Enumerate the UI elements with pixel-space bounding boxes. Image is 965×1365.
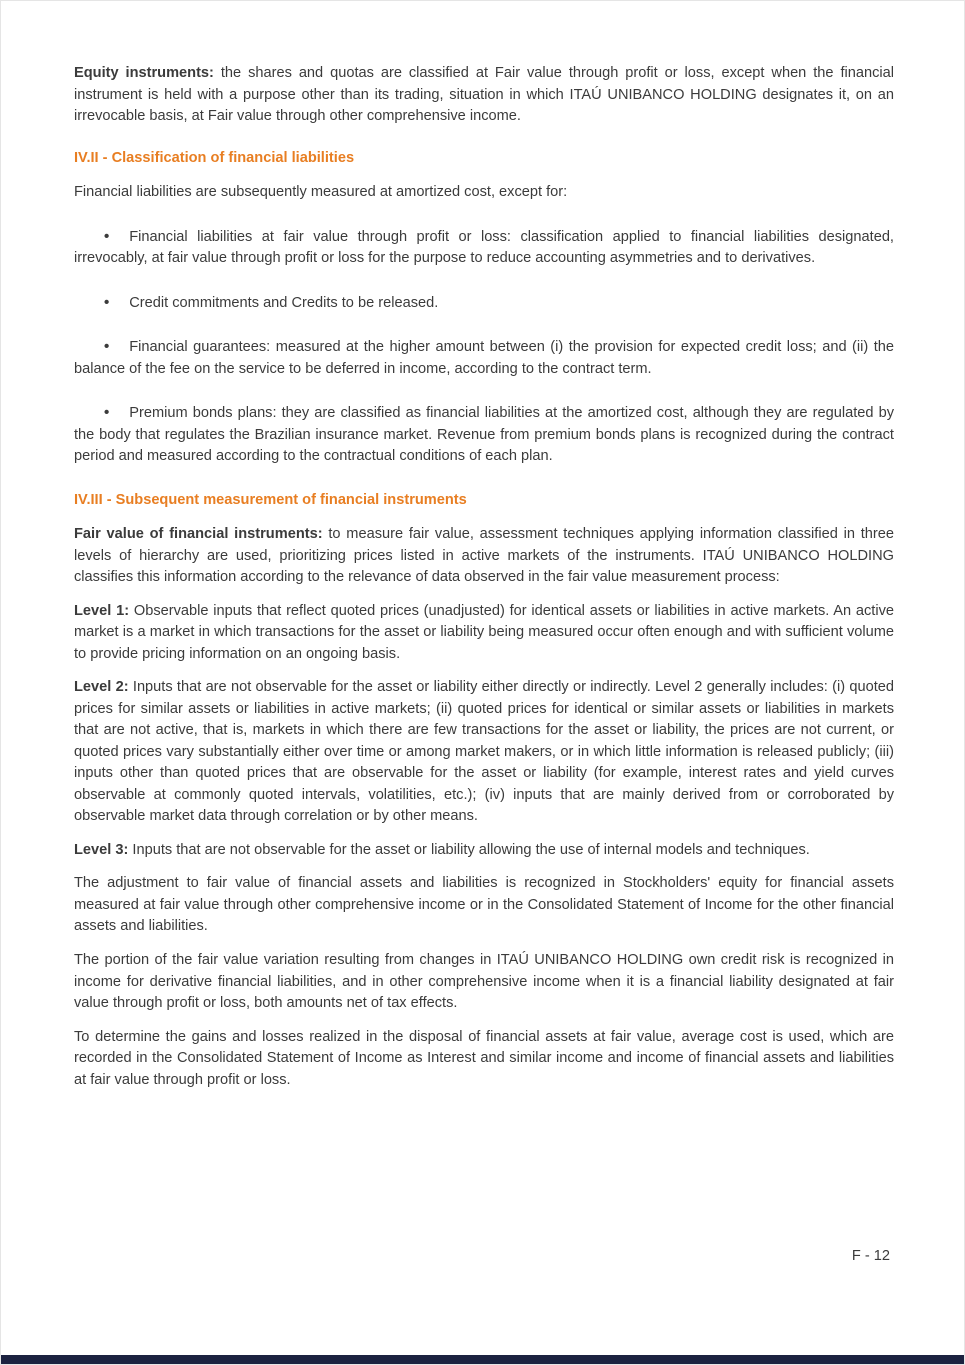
bullet-item-fvtpl-liabilities	[74, 226, 894, 270]
paragraph-fair-value-adjustment: The adjustment to fair value of financial assets and liabilities is recognized in Stockholders' equity for financial assets measured at fair value through other comprehensive income or in the Consolidated Statement of Income for the other financial assets and liabilities.	[74, 875, 894, 935]
bullet-icon	[104, 405, 109, 421]
paragraph-lead-level3: Level 3:	[74, 841, 129, 858]
paragraph-lead-level2: Level 2:	[74, 679, 129, 696]
footer-bar	[1, 1355, 964, 1364]
paragraph-level2	[74, 677, 894, 828]
bullet-text: Financial liabilities at fair value through profit or loss: classification applied to financial liabilities designated, irrevocably, at fair value through profit or loss for the purpose to reduce accounting asymmetries and to derivatives.	[74, 228, 894, 267]
bullet-item-premium-bonds	[74, 402, 894, 468]
bullet-icon	[104, 229, 109, 245]
paragraph-equity-instruments	[74, 63, 894, 128]
bullet-text: Premium bonds plans: they are classified as financial liabilities at the amortized cost, although they are regulated by the body that regulates the Brazilian insurance market. Revenue from premium bonds plans is recognized during the contract period and measured according to the contractual conditions of each plan.	[74, 405, 894, 465]
paragraph-lead-level1: Level 1:	[74, 602, 130, 619]
paragraph-text-level1: Observable inputs that reflect quoted prices (unadjusted) for identical assets or liabilities in active markets. An active market is a market in which transactions for the asset or liability being measured occur often enough and with sufficient volume to provide pricing information on an ongoing basis.	[74, 602, 894, 662]
bullet-item-financial-guarantees	[74, 336, 894, 380]
paragraph-lead-equity: Equity instruments:	[74, 65, 214, 81]
paragraph-text-level2: Inputs that are not observable for the asset or liability either directly or indirectly. Level 2 generally includes: (i) quoted prices for similar assets or liabilities in active markets; (ii) quoted prices for identical or similar assets or liabilities in markets that are not active, that is, markets in which there are few transactions for the asset or liability, the prices are not current, or quoted prices vary substantially either over time or among market makers, or in which little information is released publicly; (iii) inputs other than quoted prices that are observable for the asset or liability (for example, interest rates and yield curves observable at commonly quoted intervals, volatilities, etc.); (iv) inputs that are mainly derived from or corroborated by observable market data through correlation or by other means.	[74, 679, 894, 825]
bullet-text: Credit commitments and Credits to be released.	[129, 294, 439, 311]
paragraph-gains-losses-disposal: To determine the gains and losses realized in the disposal of financial assets at fair value, average cost is used, which are recorded in the Consolidated Statement of Income as Interest and similar income and income of financial assets and liabilities at fair value through profit or loss.	[74, 1028, 894, 1088]
paragraph-lead-fair-value: Fair value of financial instruments:	[74, 526, 323, 543]
paragraph-text-level3: Inputs that are not observable for the asset or liability allowing the use of internal models and techniques.	[128, 841, 810, 858]
paragraph-level1	[74, 601, 894, 666]
paragraph-liabilities-intro: Financial liabilities are subsequently measured at amortized cost, except for:	[74, 184, 568, 201]
section-heading-subsequent-measurement: IV.III - Subsequent measurement of financial instruments	[74, 491, 467, 508]
paragraph-text-equity: the shares and quotas are classified at Fair value through profit or loss, except when the financial instrument is held with a purpose other than its trading, situation in which ITAÚ UNIBANCO HOLDING designates it, on an irrevocable basis, at Fair value through other comprehensive income.	[74, 65, 895, 125]
bullet-icon	[104, 339, 109, 355]
section-heading-classification-liabilities: IV.II - Classification of financial liabilities	[74, 149, 355, 166]
paragraph-own-credit-risk: The portion of the fair value variation resulting from changes in ITAÚ UNIBANCO HOLDING own credit risk is recognized in income for derivative financial liabilities, and in other comprehensive income when it is a financial liability designated at fair value through profit or loss, both amounts net of tax effects.	[74, 951, 894, 1012]
bullet-icon	[104, 295, 109, 311]
bullet-item-credit-commitments	[74, 292, 894, 315]
paragraph-level3	[74, 840, 894, 862]
paragraph-text-fair-value: to measure fair value, assessment techniques applying information classified in three levels of hierarchy are used, prioritizing prices listed in active markets of the instruments. ITAÚ UNIBANCO HOLDING classifies this information according to the relevance of data observed in the fair value measurement process:	[74, 526, 894, 586]
bullet-text: Financial guarantees: measured at the higher amount between (i) the provision for expected credit loss; and (ii) the balance of the fee on the service to be deferred in income, according to the contract term.	[74, 339, 894, 377]
page-content	[74, 63, 894, 1103]
page-number: F - 12	[851, 1248, 890, 1264]
paragraph-fair-value	[74, 524, 894, 589]
